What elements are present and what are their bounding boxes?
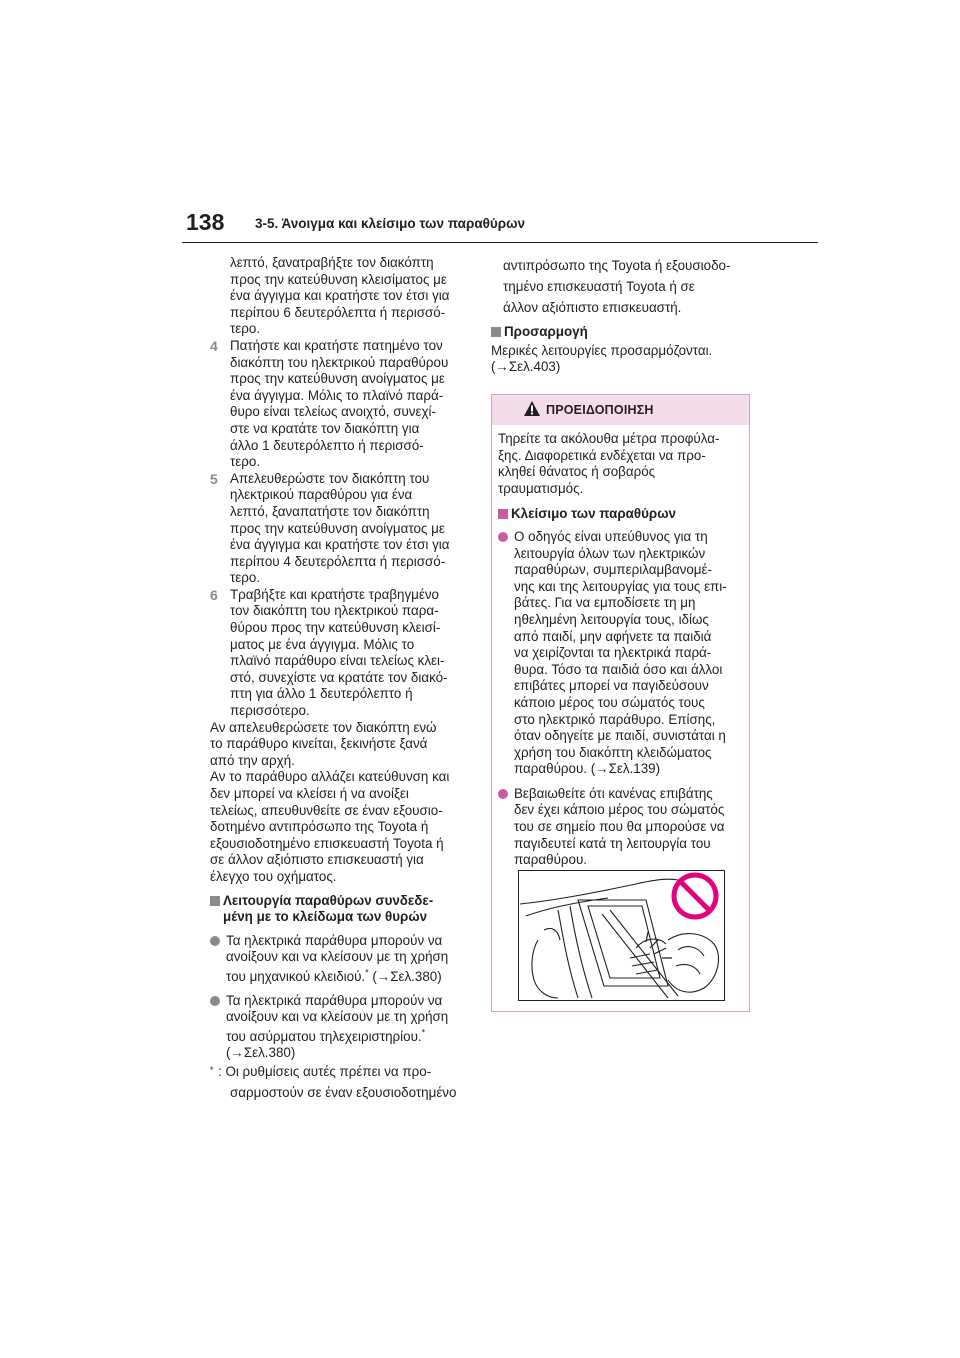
step-number: 5 xyxy=(210,470,218,487)
warning-triangle-icon xyxy=(523,400,541,417)
bullet-item: Τα ηλεκτρικά παράθυρα μπορούν να ανοίξουν και να κλείσουν με τη χρήση του μηχανικού κλειδιού.* (→Σελ.380) xyxy=(210,933,480,986)
round-bullet-icon xyxy=(498,789,508,799)
step-6: 6 Τραβήξτε και κρατήστε τραβηγμένο τον διακόπτη του ηλεκτρικού παρα- θύρου προς την κατεύθυνση κλεισί- ματος με ένα άγγιγμα. Μόλις το πλαϊνό παράθυρο είναι τελείως κλει- στό, συνεχίστε να κρατάτε τον διακό- πτη για άλλο 1 δευτερόλεπτο ή περισσότερο. xyxy=(210,586,448,719)
page-number: 138 xyxy=(186,209,225,235)
step-5: 5 Απελευθερώστε τον διακόπτη του ηλεκτρικού παραθύρου για ένα λεπτό, ξαναπατήστε τον διακόπτη προς την κατεύθυνση ανοίγματος με ένα άγγιγμα και κρατήστε τον έτσι για περίπου 4 δευτερόλεπτα ή περισσό- τερο. xyxy=(210,470,450,586)
warning-bullet: Ο οδηγός είναι υπεύθυνος για τη λειτουργία όλων των ηλεκτρικών παραθύρων, συμπεριλαμβανομέ- νης και της λειτουργίας για τους επι- βάτες. Για να εμποδίσετε τη μη ηθελημένη λειτουργία τους, ιδίως από παιδί, μην αφήνετε τα παιδιά να χειρίζονται τα ηλεκτρικά παρά- θυρα. Τόσο τα παιδιά όσο και άλλοι επιβάτες μπορεί να παγιδεύσουν κάποιο μέρος του σώματός τους στο ηλεκτρικό παράθυρο. Επίσης, όταν οδηγείτε με παιδί, συνιστάται η χρήση του διακόπτη κλειδώματος παραθύρου. (→Σελ.139) xyxy=(498,529,743,778)
round-bullet-icon xyxy=(210,936,220,946)
no-entry-icon xyxy=(674,875,716,917)
warning-bullet: Βεβαιωθείτε ότι κανένας επιβάτης δεν έχει κάποιο μέρος του σώματός του σε σημείο που θα μπορούσε να παγιδευτεί κατά τη λειτουργία του παραθύρου. xyxy=(498,786,743,869)
warning-intro: Τηρείτε τα ακόλουθα μέτρα προφύλα- ξης. Διαφορετικά ενδέχεται να προ- κληθεί θάνατος ή σοβαρός τραυματισμός. xyxy=(498,431,720,496)
warning-body xyxy=(492,425,749,869)
bullet-item: Τα ηλεκτρικά παράθυρα μπορούν να ανοίξουν και να κλείσουν με τη χρήση του ασύρματου τηλεχειριστηρίου.* (→Σελ.380) xyxy=(210,993,480,1062)
warning-section-heading: Κλείσιμο των παραθύρων xyxy=(498,506,743,523)
round-bullet-icon xyxy=(498,532,508,542)
step-number: 4 xyxy=(210,337,218,354)
section-heading: Προσαρμογή xyxy=(491,324,753,341)
round-bullet-icon xyxy=(210,996,220,1006)
chapter-title: 3-5. Άνοιγμα και κλείσιμο των παραθύρων xyxy=(255,216,526,231)
step-4: 4 Πατήστε και κρατήστε πατημένο τον διακόπτη του ηλεκτρικού παραθύρου προς την κατεύθυνση ανοίγματος με ένα άγγιγμα. Μόλις το πλαϊνό παρά- θυρο είναι τελείως ανοιχτό, συνεχί- στε να κρατάτε τον διακόπτη για άλλο 1 δευτερόλεπτο ή περισσό- τερο. xyxy=(210,337,449,470)
customization-text: Μερικές λειτουργίες προσαρμόζονται. (→Σελ.403) xyxy=(491,342,713,375)
header-divider xyxy=(182,242,818,243)
footnote: * : Οι ρυθμίσεις αυτές πρέπει να προ- σαρμοστούν σε έναν εξουσιοδοτημένο xyxy=(210,1063,457,1100)
warning-box xyxy=(491,394,750,1012)
step-number: 6 xyxy=(210,586,218,603)
right-column xyxy=(491,255,753,376)
square-bullet-icon xyxy=(210,896,220,906)
window-trap-illustration xyxy=(518,870,725,1001)
footnote-continuation: αντιπρόσωπο της Toyota ή εξουσιοδο- τημένο επισκευαστή Toyota ή σε άλλον αξιόπιστο επισκευαστή. xyxy=(503,258,731,315)
square-bullet-icon xyxy=(498,509,508,519)
warning-header xyxy=(492,395,749,425)
note-paragraph: Αν απελευθερώσετε τον διακόπτη ενώ το παράθυρο κινείται, ξεκινήστε ξανά από την αρχή. Αν το παράθυρο αλλάζει κατεύθυνση και δεν μπορεί να κλείσει ή να ανοίξει τελείως, απευθυνθείτε σε έναν εξουσιο- δοτημένο αντιπρόσωπο της Toyota ή εξουσιοδοτημένο επισκευαστή Toyota ή σε άλλον αξιόπιστο επισκευαστή για έλεγχο του οχήματος. xyxy=(210,719,450,884)
left-column xyxy=(210,255,480,1101)
warning-title: ΠΡΟΕΙΔΟΠΟΙΗΣΗ xyxy=(546,403,654,417)
section-heading: Λειτουργία παραθύρων συνδεδε- μένη με το κλείδωμα των θυρών xyxy=(210,893,480,926)
step-continuation: λεπτό, ξανατραβήξτε τον διακόπτη προς την κατεύθυνση κλεισίματος με ένα άγγιγμα και κρατήστε τον έτσι για περίπου 6 δευτερόλεπτα ή περισσό- τερο. xyxy=(230,255,450,337)
square-bullet-icon xyxy=(491,327,501,337)
